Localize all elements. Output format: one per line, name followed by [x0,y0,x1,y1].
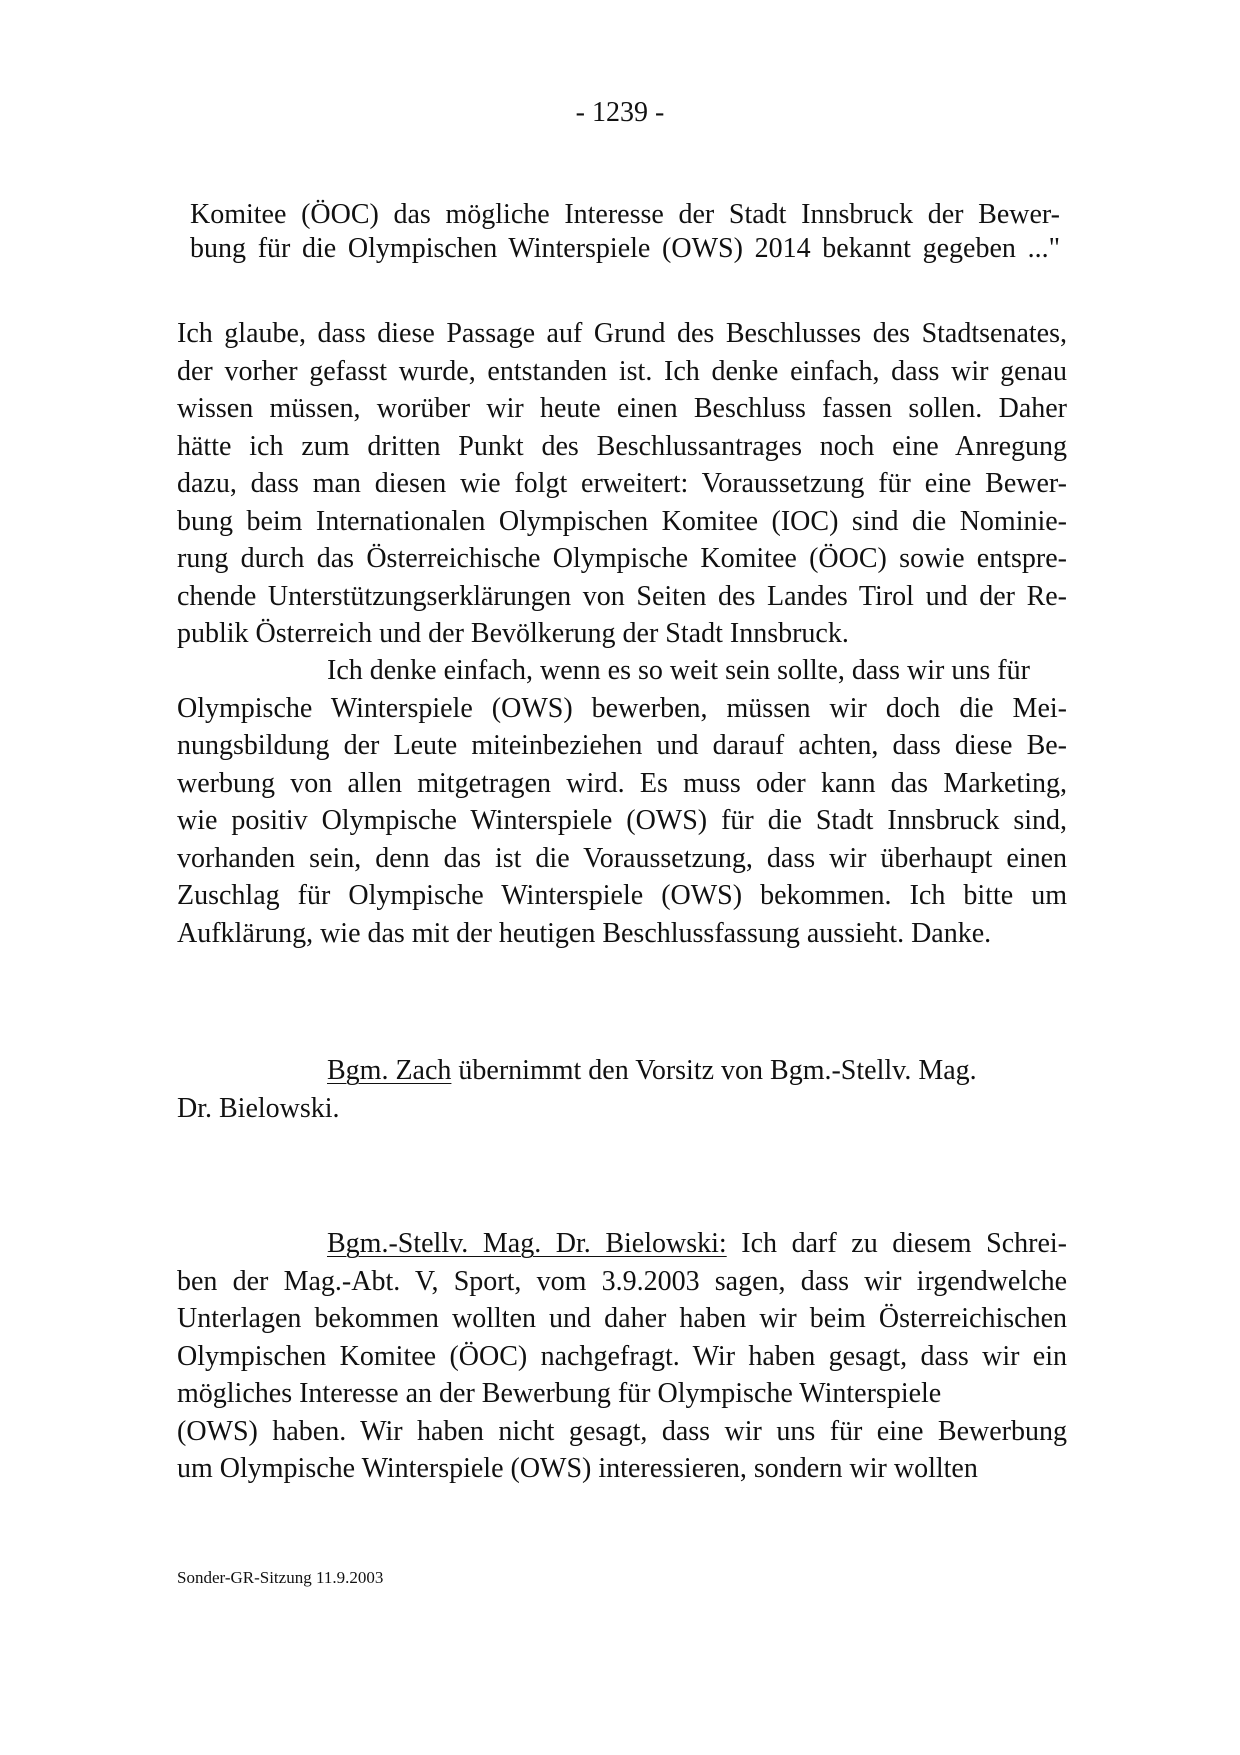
quote-line: Komitee (ÖOC) das mögliche Interesse der Stadt Innsbruck der Bewer- [190,199,1060,230]
text-line: Ich glaube, dass diese Passage auf Grund des Beschlusses des Stadtsenates, [177,318,1067,349]
text-line: Olympische Winterspiele (OWS) bewerben, müssen wir doch die Mei- [177,692,1067,724]
text-line: Ich denke einfach, wenn es so weit sein sollte, dass wir uns für [327,655,1030,686]
quote-line: bung für die Olympischen Winterspiele (OWS) 2014 bekannt gegeben ..." [190,233,1060,264]
text-line: Zuschlag für Olympische Winterspiele (OWS) bekommen. Ich bitte um [177,880,1067,911]
text-line: nungsbildung der Leute miteinbeziehen und darauf achten, dass diese Be- [177,730,1067,761]
text-line: wissen müssen, worüber wir heute einen Beschluss fassen sollen. Daher [177,393,1067,424]
text-line: wie positiv Olympische Winterspiele (OWS) für die Stadt Innsbruck sind, [177,805,1067,836]
paragraph-1 [177,315,1067,653]
speaker-name: Bgm.-Stellv. Mag. Dr. Bielowski: [327,1228,727,1259]
text-line: publik Österreich und der Bevölkerung der Stadt Innsbruck. [177,618,849,649]
text-line: vorhanden sein, denn das ist die Voraussetzung, dass wir überhaupt einen [177,842,1067,874]
chair-change-paragraph [177,1052,1067,1127]
text-line: Aufklärung, wie das mit der heutigen Beschlussfassung aussieht. Danke. [177,917,992,949]
text-line: der vorher gefasst wurde, entstanden ist. Ich denke einfach, dass wir genau [177,355,1067,387]
text-line: bung beim Internationalen Olympischen Komitee (IOC) sind die Nominie- [177,505,1067,537]
text-line: um Olympische Winterspiele (OWS) interessieren, sondern wir wollten [177,1453,978,1484]
text-line: ben der Mag.-Abt. V, Sport, vom 3.9.2003 sagen, dass wir irgendwelche [177,1265,1067,1297]
text-line: dazu, dass man diesen wie folgt erweitert: Voraussetzung für eine Bewer- [177,468,1067,499]
text-line [177,1225,1067,1263]
quoted-text [190,198,1060,266]
text-line: Unterlagen bekommen wollten und daher haben wir beim Österreichischen [177,1303,1067,1334]
text-segment: übernimmt den Vorsitz von Bgm.-Stellv. Mag. [451,1055,977,1086]
text-segment: Ich darf zu diesem Schrei- [726,1228,1067,1259]
text-line: (OWS) haben. Wir haben nicht gesagt, dass wir uns für eine Bewerbung [177,1415,1067,1447]
text-line: rung durch das Österreichische Olympische Komitee (ÖOC) sowie entspre- [177,543,1067,574]
paragraph-2 [177,652,1067,952]
text-line: werbung von allen mitgetragen wird. Es muss oder kann das Marketing, [177,767,1067,799]
statement-paragraph [177,1225,1067,1488]
text-line [177,1052,1067,1090]
text-line: chende Unterstützungserklärungen von Seiten des Landes Tirol und der Re- [177,580,1067,612]
speaker-name: Bgm. Zach [327,1055,452,1086]
text-line: mögliches Interesse an der Bewerbung für Olympische Winterspiele [177,1378,942,1409]
footer-session-label: Sonder-GR-Sitzung 11.9.2003 [177,1568,384,1587]
text-line: hätte ich zum dritten Punkt des Beschlussantrages noch eine Anregung [177,430,1067,462]
text-line: Dr. Bielowski. [177,1092,340,1124]
page-number: - 1239 - [575,97,665,128]
text-line: Olympischen Komitee (ÖOC) nachgefragt. Wir haben gesagt, dass wir ein [177,1340,1067,1372]
